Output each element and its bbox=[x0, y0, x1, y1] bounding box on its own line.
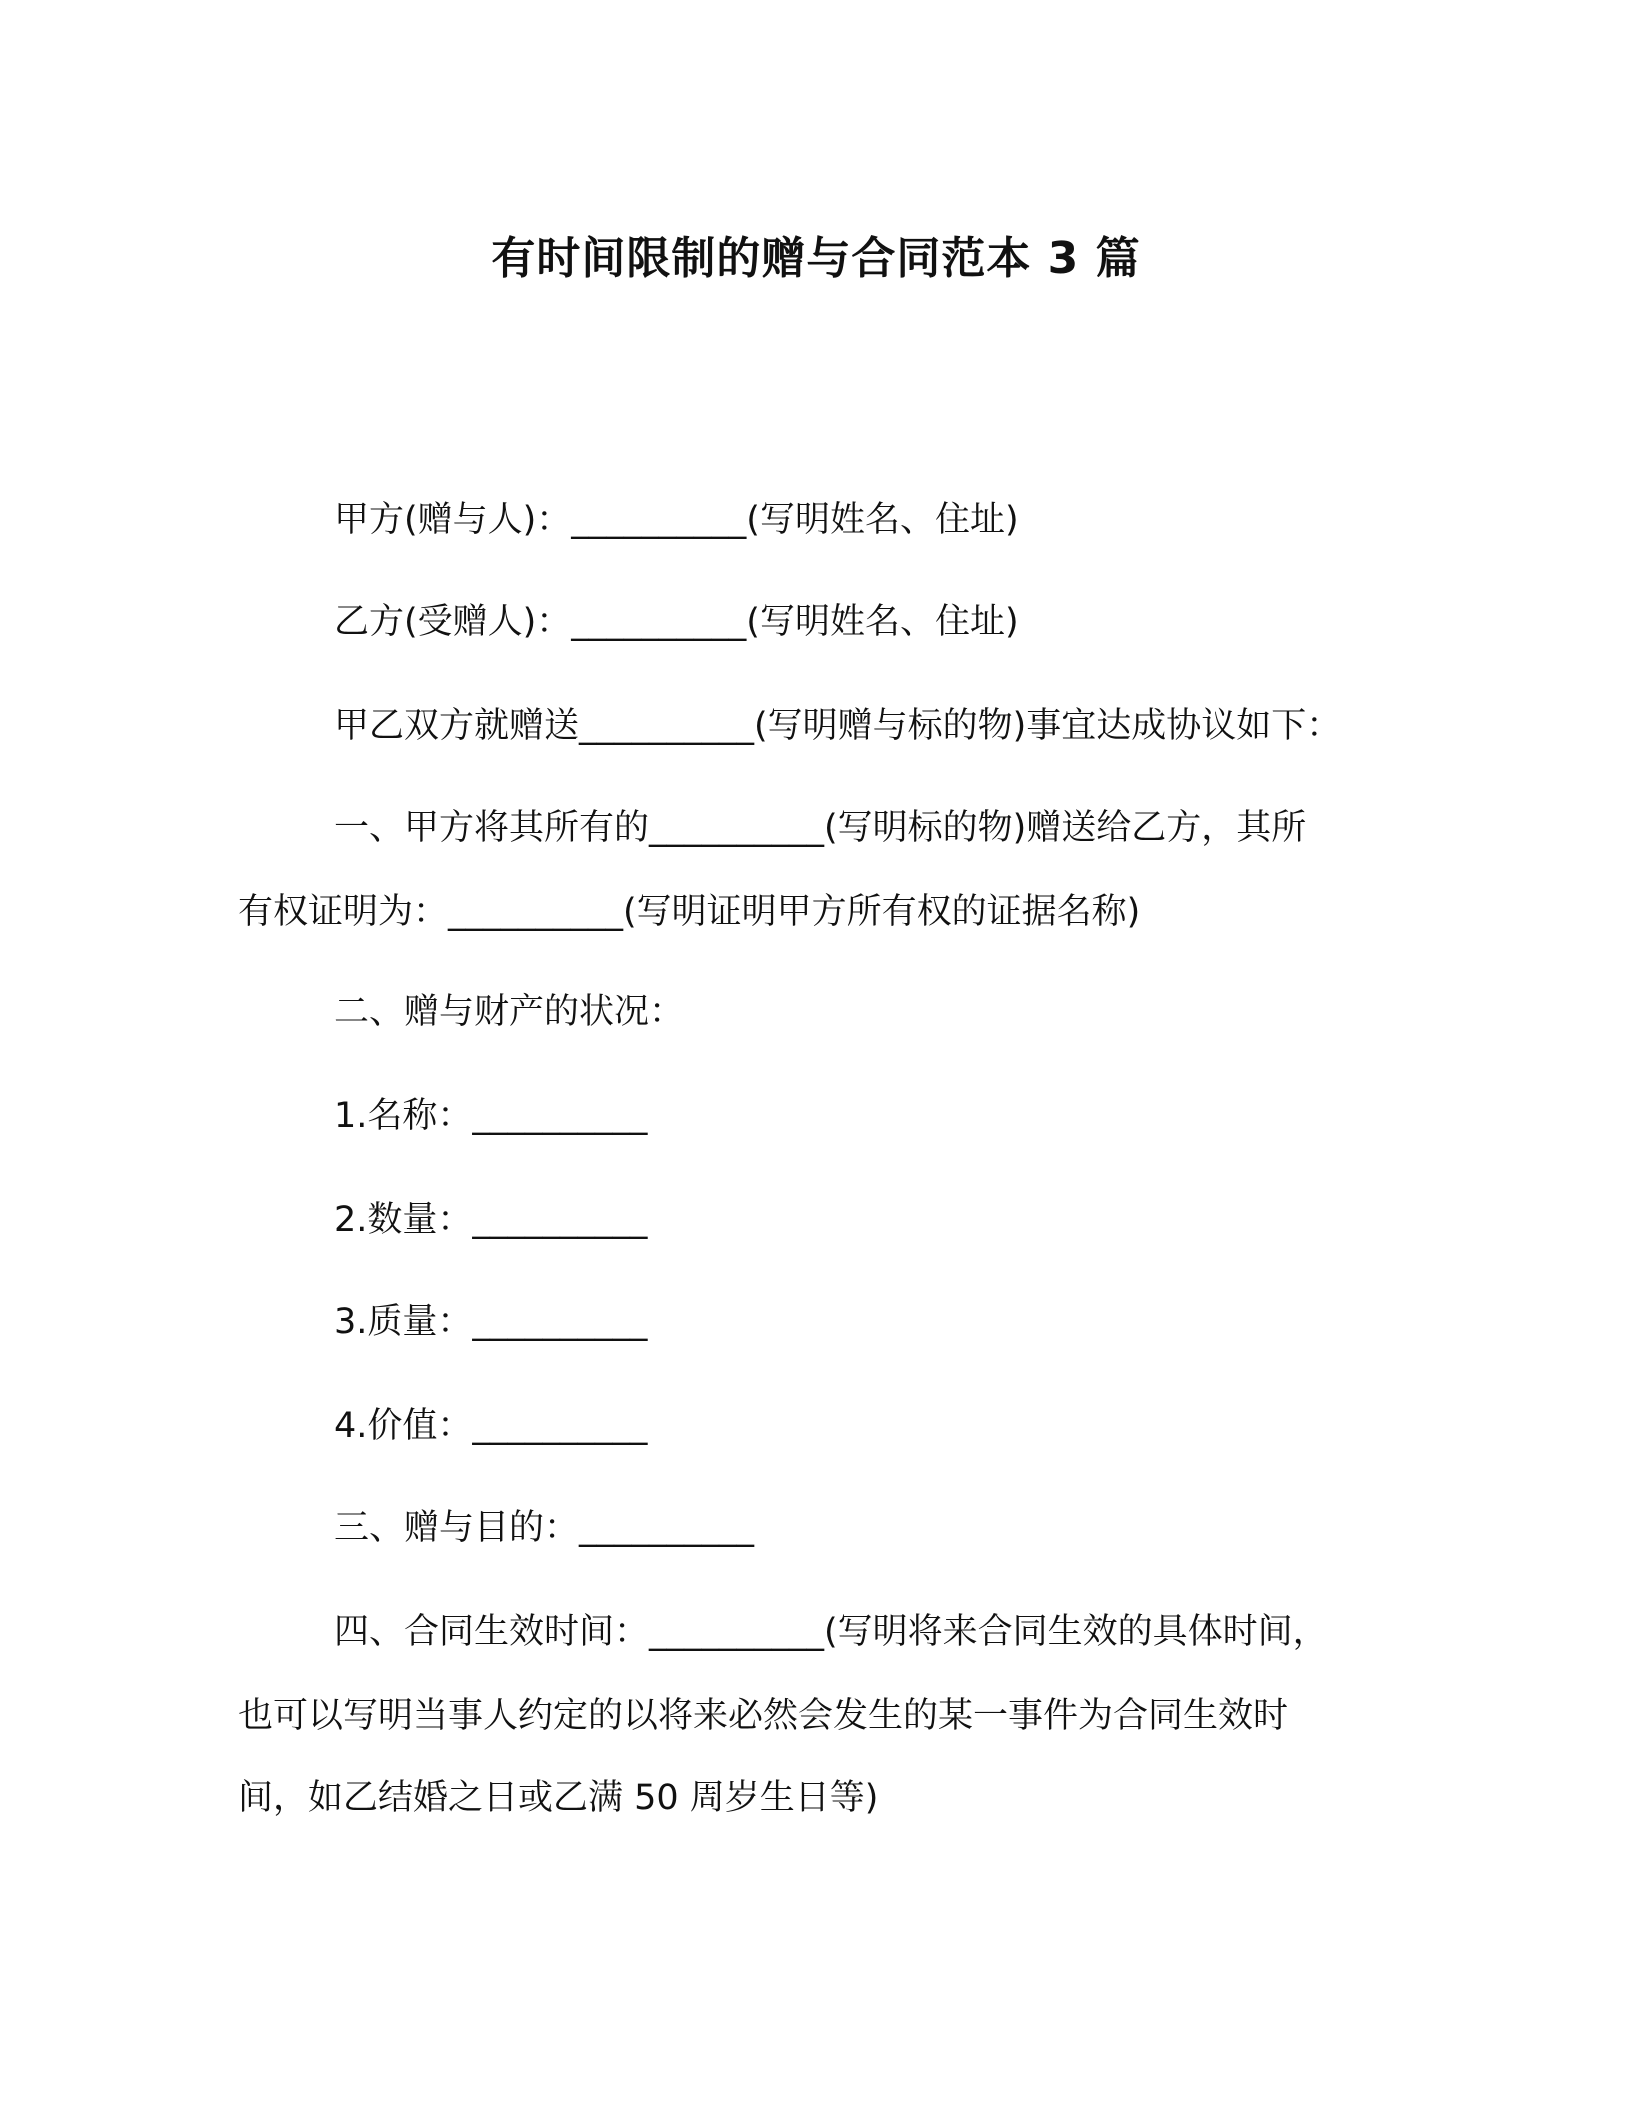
agreement-intro-line: 甲乙双方就赠送__________(写明赠与标的物)事宜达成协议如下： bbox=[334, 706, 1342, 746]
clause-1-line-1: 一、甲方将其所有的__________(写明标的物)赠送给乙方，其所 bbox=[334, 808, 1307, 848]
document-title: 有时间限制的赠与合同范本 3 篇 bbox=[491, 233, 1141, 284]
property-quantity-line: 2.数量：__________ bbox=[334, 1200, 648, 1240]
clause-1-line-2: 有权证明为：__________(写明证明甲方所有权的证据名称) bbox=[238, 892, 1141, 932]
clause-4-line-3: 间，如乙结婚之日或乙满 50 周岁生日等) bbox=[238, 1778, 879, 1818]
party-a-line: 甲方(赠与人)：__________(写明姓名、住址) bbox=[334, 500, 1019, 540]
party-b-line: 乙方(受赠人)：__________(写明姓名、住址) bbox=[334, 602, 1019, 642]
clause-4-line-1: 四、合同生效时间：__________(写明将来合同生效的具体时间， bbox=[334, 1612, 1328, 1652]
property-quality-line: 3.质量：__________ bbox=[334, 1302, 648, 1342]
property-name-line: 1.名称：__________ bbox=[334, 1096, 648, 1136]
property-value-line: 4.价值：__________ bbox=[334, 1406, 648, 1446]
clause-4-line-2: 也可以写明当事人约定的以将来必然会发生的某一事件为合同生效时 bbox=[238, 1696, 1289, 1736]
clause-2-heading: 二、赠与财产的状况： bbox=[334, 992, 685, 1032]
clause-3-line: 三、赠与目的：__________ bbox=[334, 1508, 755, 1548]
